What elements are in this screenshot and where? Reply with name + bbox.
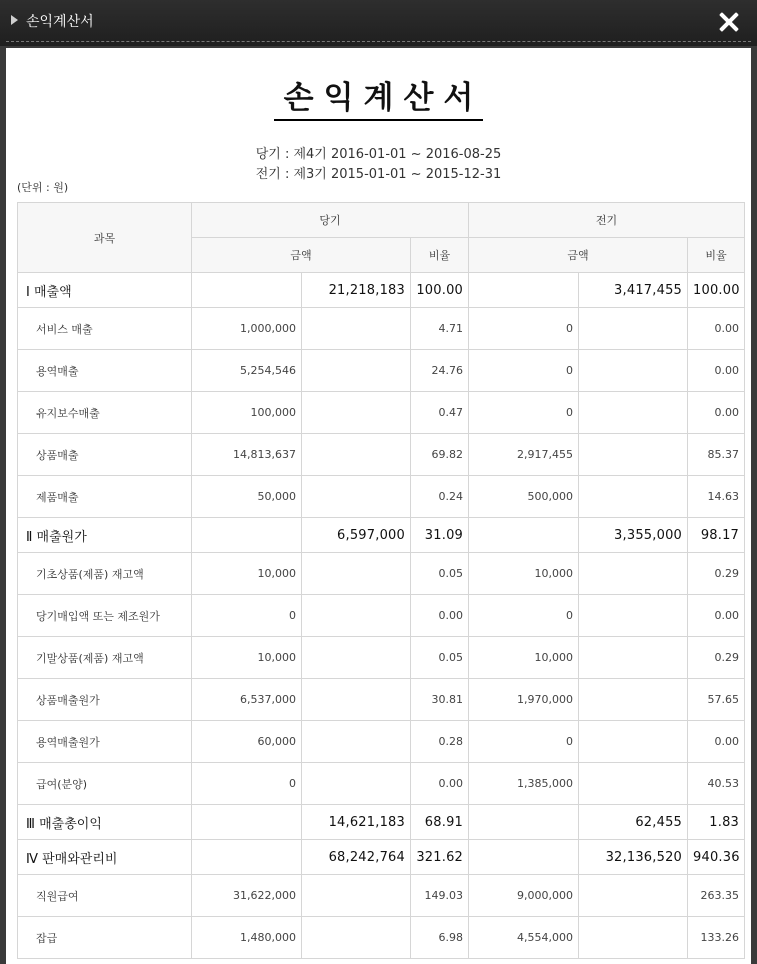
- cell-current-total: [302, 434, 411, 476]
- cell-current-total: [302, 637, 411, 679]
- cell-current-total: 6,597,000: [302, 518, 411, 553]
- cell-account: 기초상품(제품) 재고액: [18, 553, 192, 595]
- close-icon[interactable]: [717, 10, 741, 34]
- cell-current-ratio: 0.47: [411, 392, 469, 434]
- cell-prior-amount: 500,000: [469, 476, 579, 518]
- cell-current-total: 21,218,183: [302, 273, 411, 308]
- section-row: [18, 805, 745, 840]
- cell-account: 직원급여: [18, 875, 192, 917]
- window-titlebar: [0, 0, 757, 46]
- cell-prior-ratio: 0.29: [688, 553, 745, 595]
- cell-prior-total: [579, 392, 688, 434]
- cell-prior-ratio: 0.00: [688, 392, 745, 434]
- cell-account: 서비스 매출: [18, 308, 192, 350]
- cell-account: 유지보수매출: [18, 392, 192, 434]
- cell-prior-total: [579, 721, 688, 763]
- cell-prior-amount: 0: [469, 595, 579, 637]
- header-current-amount: 금액: [192, 238, 411, 273]
- cell-current-ratio: 0.00: [411, 595, 469, 637]
- cell-current-amount: 1,480,000: [192, 917, 302, 959]
- cell-current-total: [302, 679, 411, 721]
- cell-prior-ratio: 14.63: [688, 476, 745, 518]
- cell-prior-total: [579, 637, 688, 679]
- cell-prior-total: [579, 476, 688, 518]
- table-row: [18, 392, 745, 434]
- table-row: [18, 595, 745, 637]
- cell-prior-total: 62,455: [579, 805, 688, 840]
- cell-current-amount: 100,000: [192, 392, 302, 434]
- cell-current-total: [302, 350, 411, 392]
- cell-current-total: [302, 308, 411, 350]
- header-account: 과목: [18, 203, 192, 273]
- cell-prior-amount: [469, 840, 579, 875]
- cell-prior-total: [579, 875, 688, 917]
- cell-prior-amount: 0: [469, 350, 579, 392]
- cell-account: Ⅳ 판매와관리비: [18, 840, 192, 875]
- table-row: [18, 917, 745, 959]
- cell-current-amount: 50,000: [192, 476, 302, 518]
- triangle-right-icon: [11, 15, 18, 25]
- cell-current-ratio: 149.03: [411, 875, 469, 917]
- table-header-row: [18, 203, 745, 238]
- cell-prior-total: [579, 595, 688, 637]
- cell-current-total: [302, 553, 411, 595]
- cell-prior-total: 3,417,455: [579, 273, 688, 308]
- cell-current-ratio: 69.82: [411, 434, 469, 476]
- cell-current-ratio: 0.05: [411, 637, 469, 679]
- cell-current-ratio: 100.00: [411, 273, 469, 308]
- cell-current-total: [302, 392, 411, 434]
- cell-prior-amount: 9,000,000: [469, 875, 579, 917]
- cell-prior-ratio: 40.53: [688, 763, 745, 805]
- cell-current-total: [302, 763, 411, 805]
- header-current-ratio: 비율: [411, 238, 469, 273]
- cell-account: 상품매출원가: [18, 679, 192, 721]
- cell-prior-ratio: 1.83: [688, 805, 745, 840]
- cell-current-ratio: 0.05: [411, 553, 469, 595]
- statement-paper: [6, 48, 751, 964]
- cell-prior-ratio: 0.00: [688, 595, 745, 637]
- table-body: [18, 273, 745, 959]
- cell-prior-amount: [469, 518, 579, 553]
- cell-account: 잡급: [18, 917, 192, 959]
- cell-current-amount: [192, 273, 302, 308]
- cell-current-ratio: 24.76: [411, 350, 469, 392]
- cell-current-amount: 6,537,000: [192, 679, 302, 721]
- cell-prior-ratio: 85.37: [688, 434, 745, 476]
- cell-current-ratio: 30.81: [411, 679, 469, 721]
- cell-prior-total: [579, 679, 688, 721]
- cell-account: 급여(분양): [18, 763, 192, 805]
- cell-prior-ratio: 100.00: [688, 273, 745, 308]
- table-row: [18, 476, 745, 518]
- cell-prior-ratio: 0.00: [688, 308, 745, 350]
- cell-current-total: [302, 721, 411, 763]
- section-row: [18, 518, 745, 553]
- titlebar-divider: [6, 41, 751, 42]
- section-row: [18, 840, 745, 875]
- table-row: [18, 875, 745, 917]
- cell-account: Ⅰ 매출액: [18, 273, 192, 308]
- cell-current-amount: 10,000: [192, 637, 302, 679]
- cell-prior-total: 32,136,520: [579, 840, 688, 875]
- cell-current-amount: 0: [192, 763, 302, 805]
- cell-current-amount: 31,622,000: [192, 875, 302, 917]
- cell-current-ratio: 6.98: [411, 917, 469, 959]
- cell-prior-ratio: 0.00: [688, 350, 745, 392]
- header-prior-amount: 금액: [469, 238, 688, 273]
- document-title: [6, 72, 751, 121]
- table-row: [18, 434, 745, 476]
- cell-current-ratio: 0.00: [411, 763, 469, 805]
- cell-account: Ⅱ 매출원가: [18, 518, 192, 553]
- section-row: [18, 273, 745, 308]
- cell-prior-amount: [469, 273, 579, 308]
- cell-prior-amount: 1,385,000: [469, 763, 579, 805]
- cell-current-total: [302, 595, 411, 637]
- cell-account: 상품매출: [18, 434, 192, 476]
- current-period: 당기 : 제4기 2016-01-01 ~ 2016-08-25: [255, 147, 502, 162]
- cell-account: 당기매입액 또는 제조원가: [18, 595, 192, 637]
- cell-account: 제품매출: [18, 476, 192, 518]
- cell-current-amount: [192, 518, 302, 553]
- cell-account: 기말상품(제품) 재고액: [18, 637, 192, 679]
- cell-current-amount: 1,000,000: [192, 308, 302, 350]
- cell-account: Ⅲ 매출총이익: [18, 805, 192, 840]
- cell-current-ratio: 0.24: [411, 476, 469, 518]
- table-row: [18, 763, 745, 805]
- cell-prior-amount: 1,970,000: [469, 679, 579, 721]
- cell-prior-total: [579, 553, 688, 595]
- cell-prior-amount: 4,554,000: [469, 917, 579, 959]
- cell-prior-total: [579, 308, 688, 350]
- cell-account: 용역매출원가: [18, 721, 192, 763]
- cell-prior-amount: [469, 805, 579, 840]
- header-prior: 전기: [469, 203, 745, 238]
- cell-prior-ratio: 940.36: [688, 840, 745, 875]
- cell-prior-ratio: 0.00: [688, 721, 745, 763]
- cell-prior-total: [579, 917, 688, 959]
- cell-current-amount: 0: [192, 595, 302, 637]
- header-prior-ratio: 비율: [688, 238, 745, 273]
- cell-current-amount: 60,000: [192, 721, 302, 763]
- document-title-text: 손익계산서: [274, 72, 484, 121]
- cell-current-ratio: 68.91: [411, 805, 469, 840]
- cell-prior-ratio: 133.26: [688, 917, 745, 959]
- cell-current-total: [302, 476, 411, 518]
- cell-prior-amount: 0: [469, 308, 579, 350]
- cell-current-ratio: 0.28: [411, 721, 469, 763]
- cell-prior-ratio: 98.17: [688, 518, 745, 553]
- cell-prior-total: [579, 350, 688, 392]
- cell-current-amount: [192, 840, 302, 875]
- cell-current-ratio: 321.62: [411, 840, 469, 875]
- header-current: 당기: [192, 203, 469, 238]
- table-row: [18, 637, 745, 679]
- table-row: [18, 679, 745, 721]
- cell-prior-total: [579, 434, 688, 476]
- table-row: [18, 308, 745, 350]
- cell-prior-amount: 2,917,455: [469, 434, 579, 476]
- cell-current-total: 14,621,183: [302, 805, 411, 840]
- cell-current-ratio: 4.71: [411, 308, 469, 350]
- table-row: [18, 553, 745, 595]
- window-title: 손익계산서: [26, 14, 94, 30]
- cell-account: 용역매출: [18, 350, 192, 392]
- income-statement-table: [17, 202, 745, 959]
- table-row: [18, 721, 745, 763]
- cell-current-total: [302, 875, 411, 917]
- cell-current-ratio: 31.09: [411, 518, 469, 553]
- cell-prior-ratio: 263.35: [688, 875, 745, 917]
- cell-current-total: [302, 917, 411, 959]
- cell-current-total: 68,242,764: [302, 840, 411, 875]
- cell-current-amount: 5,254,546: [192, 350, 302, 392]
- cell-current-amount: 14,813,637: [192, 434, 302, 476]
- table-row: [18, 350, 745, 392]
- cell-prior-amount: 0: [469, 721, 579, 763]
- cell-prior-total: [579, 763, 688, 805]
- prior-period: 전기 : 제3기 2015-01-01 ~ 2015-12-31: [255, 167, 502, 182]
- cell-prior-total: 3,355,000: [579, 518, 688, 553]
- cell-prior-amount: 10,000: [469, 553, 579, 595]
- cell-current-amount: 10,000: [192, 553, 302, 595]
- unit-label: (단위 : 원): [17, 181, 69, 194]
- cell-prior-amount: 0: [469, 392, 579, 434]
- cell-prior-ratio: 0.29: [688, 637, 745, 679]
- cell-prior-ratio: 57.65: [688, 679, 745, 721]
- cell-prior-amount: 10,000: [469, 637, 579, 679]
- cell-current-amount: [192, 805, 302, 840]
